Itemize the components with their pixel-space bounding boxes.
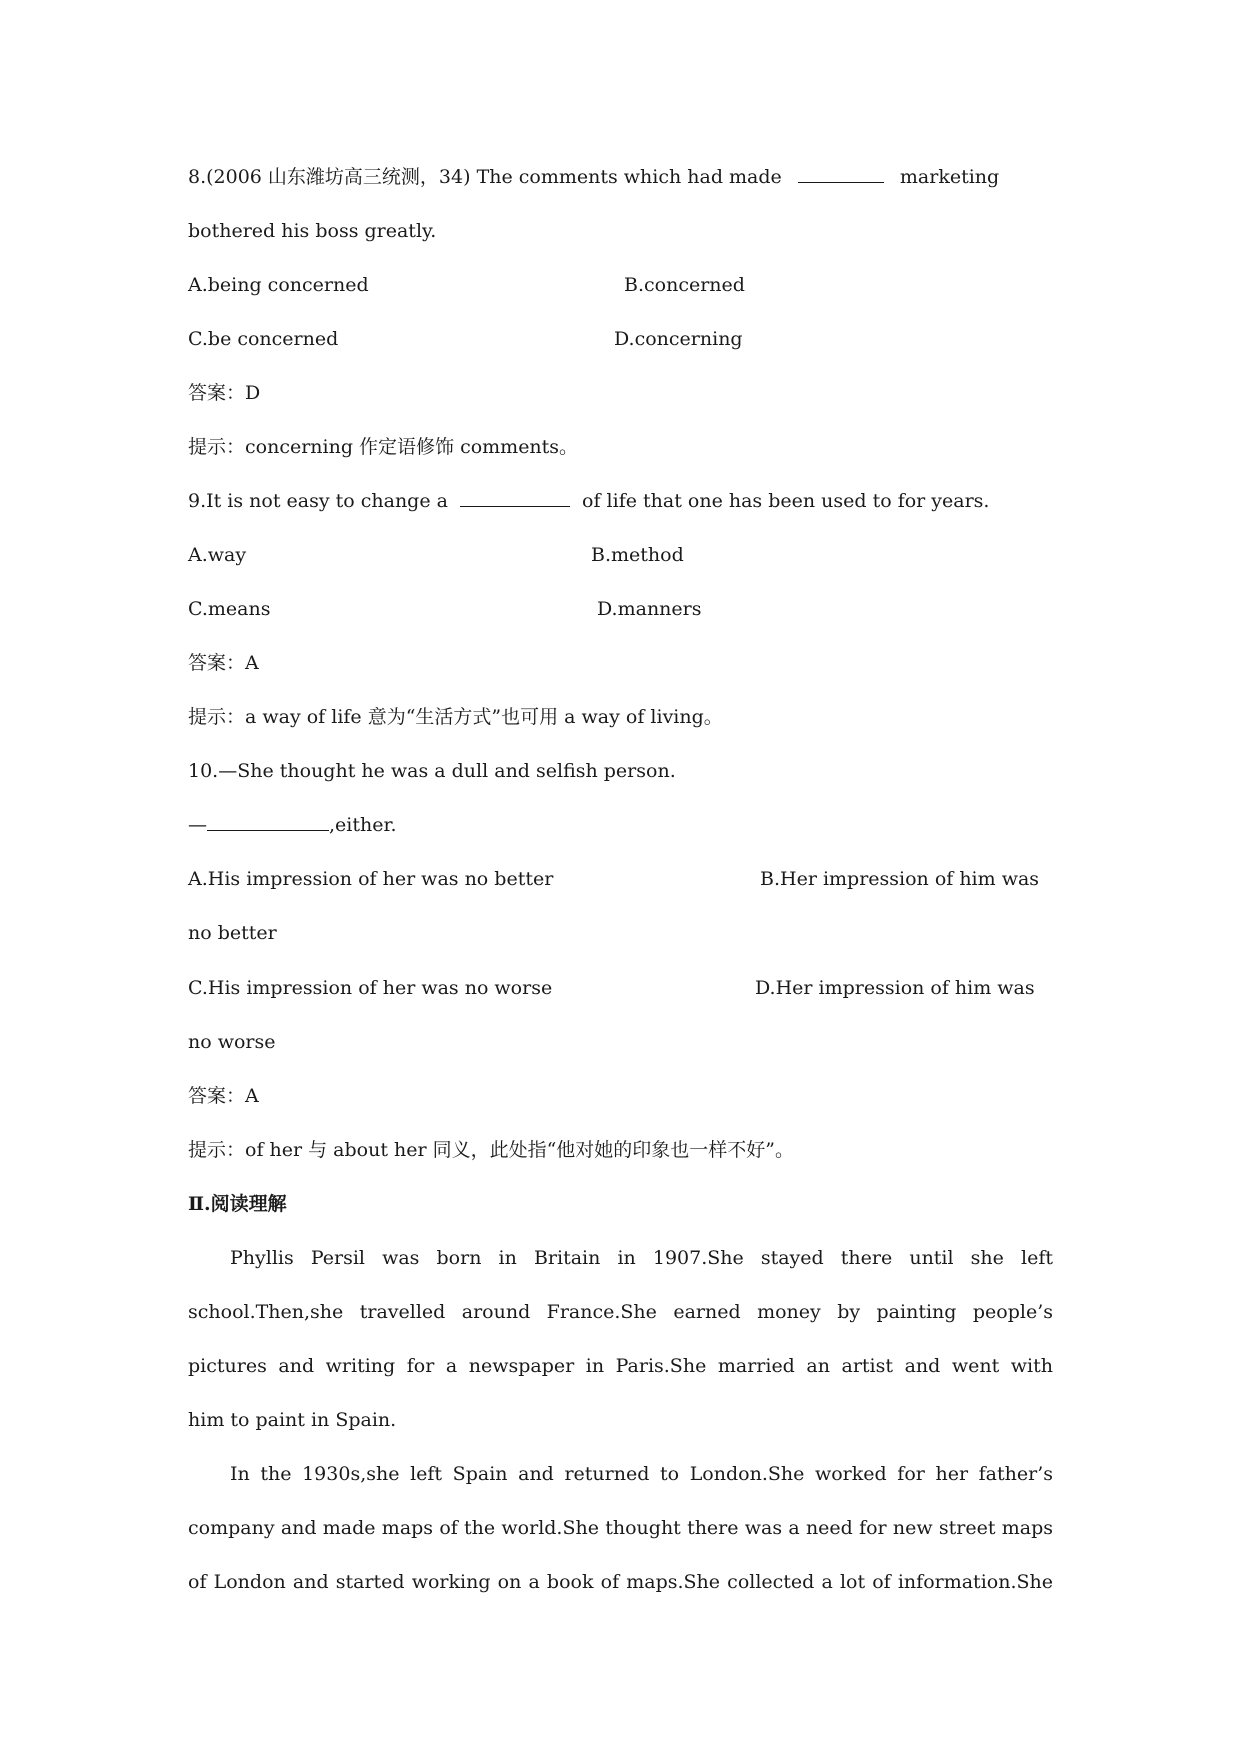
q8-answer: 答案：D <box>188 382 261 404</box>
q10-reply-end: ,either. <box>329 814 397 836</box>
q9-stem-part2: of life that one has been used to for years. <box>582 490 990 512</box>
q8-option-a: A.being concerned <box>188 274 369 296</box>
q10-option-a: A.His impression of her was no better <box>188 868 554 890</box>
q10-stem: 10.—She thought he was a dull and selfish person. <box>188 760 676 782</box>
q8-stem-part1: 8.(2006 山东潍坊高三统测，34) The comments which had made <box>188 166 782 188</box>
q9-option-a: A.way <box>188 544 247 566</box>
q9-blank <box>460 488 570 507</box>
section-title: Ⅱ.阅读理解 <box>188 1193 287 1215</box>
passage-p1-line4: him to paint in Spain. <box>188 1409 397 1431</box>
q8-stem-line1 <box>188 164 1053 190</box>
q9-stem <box>188 488 1053 514</box>
passage-p1-line1: Phyllis Persil was born in Britain in 1907.She stayed there until she left <box>230 1247 1053 1269</box>
q9-option-d: D.manners <box>597 598 702 620</box>
q8-option-d: D.concerning <box>614 328 743 350</box>
q8-blank <box>798 164 884 183</box>
passage-p1-line3: pictures and writing for a newspaper in Paris.She married an artist and went with <box>188 1355 1053 1377</box>
passage-p2-line1: In the 1930s,she left Spain and returned to London.She worked for her father’s <box>230 1463 1053 1485</box>
passage-p2-line2: company and made maps of the world.She thought there was a need for new street maps <box>188 1517 1053 1539</box>
q10-option-b-line2: no better <box>188 922 277 944</box>
q8-option-c: C.be concerned <box>188 328 339 350</box>
q10-hint: 提示：of her 与 about her 同义，此处指“他对她的印象也一样不好”。 <box>188 1139 795 1161</box>
q9-stem-part1: 9.It is not easy to change a <box>188 490 448 512</box>
q9-hint: 提示：a way of life 意为“生活方式”也可用 a way of living。 <box>188 706 723 728</box>
q10-answer: 答案：A <box>188 1085 259 1107</box>
passage-p2-line3: of London and started working on a book of maps.She collected a lot of information.She <box>188 1571 1053 1593</box>
q9-option-c: C.means <box>188 598 271 620</box>
q10-option-c: C.His impression of her was no worse <box>188 977 553 999</box>
q9-option-b: B.method <box>591 544 684 566</box>
passage-p1-line2: school.Then,she travelled around France.She earned money by painting people’s <box>188 1301 1053 1323</box>
q9-answer: 答案：A <box>188 652 259 674</box>
q8-hint: 提示：concerning 作定语修饰 comments。 <box>188 436 579 458</box>
q8-option-b: B.concerned <box>624 274 745 296</box>
q8-stem-part2: marketing <box>899 166 1000 188</box>
q10-option-d-line2: no worse <box>188 1031 276 1053</box>
q10-option-b-line1: B.Her impression of him was <box>760 868 1040 890</box>
q10-option-d-line1: D.Her impression of him was <box>755 977 1035 999</box>
q10-reply-dash: — <box>188 814 207 836</box>
q8-stem-line2: bothered his boss greatly. <box>188 220 437 242</box>
q10-blank <box>207 812 329 831</box>
q10-reply <box>188 812 1053 838</box>
